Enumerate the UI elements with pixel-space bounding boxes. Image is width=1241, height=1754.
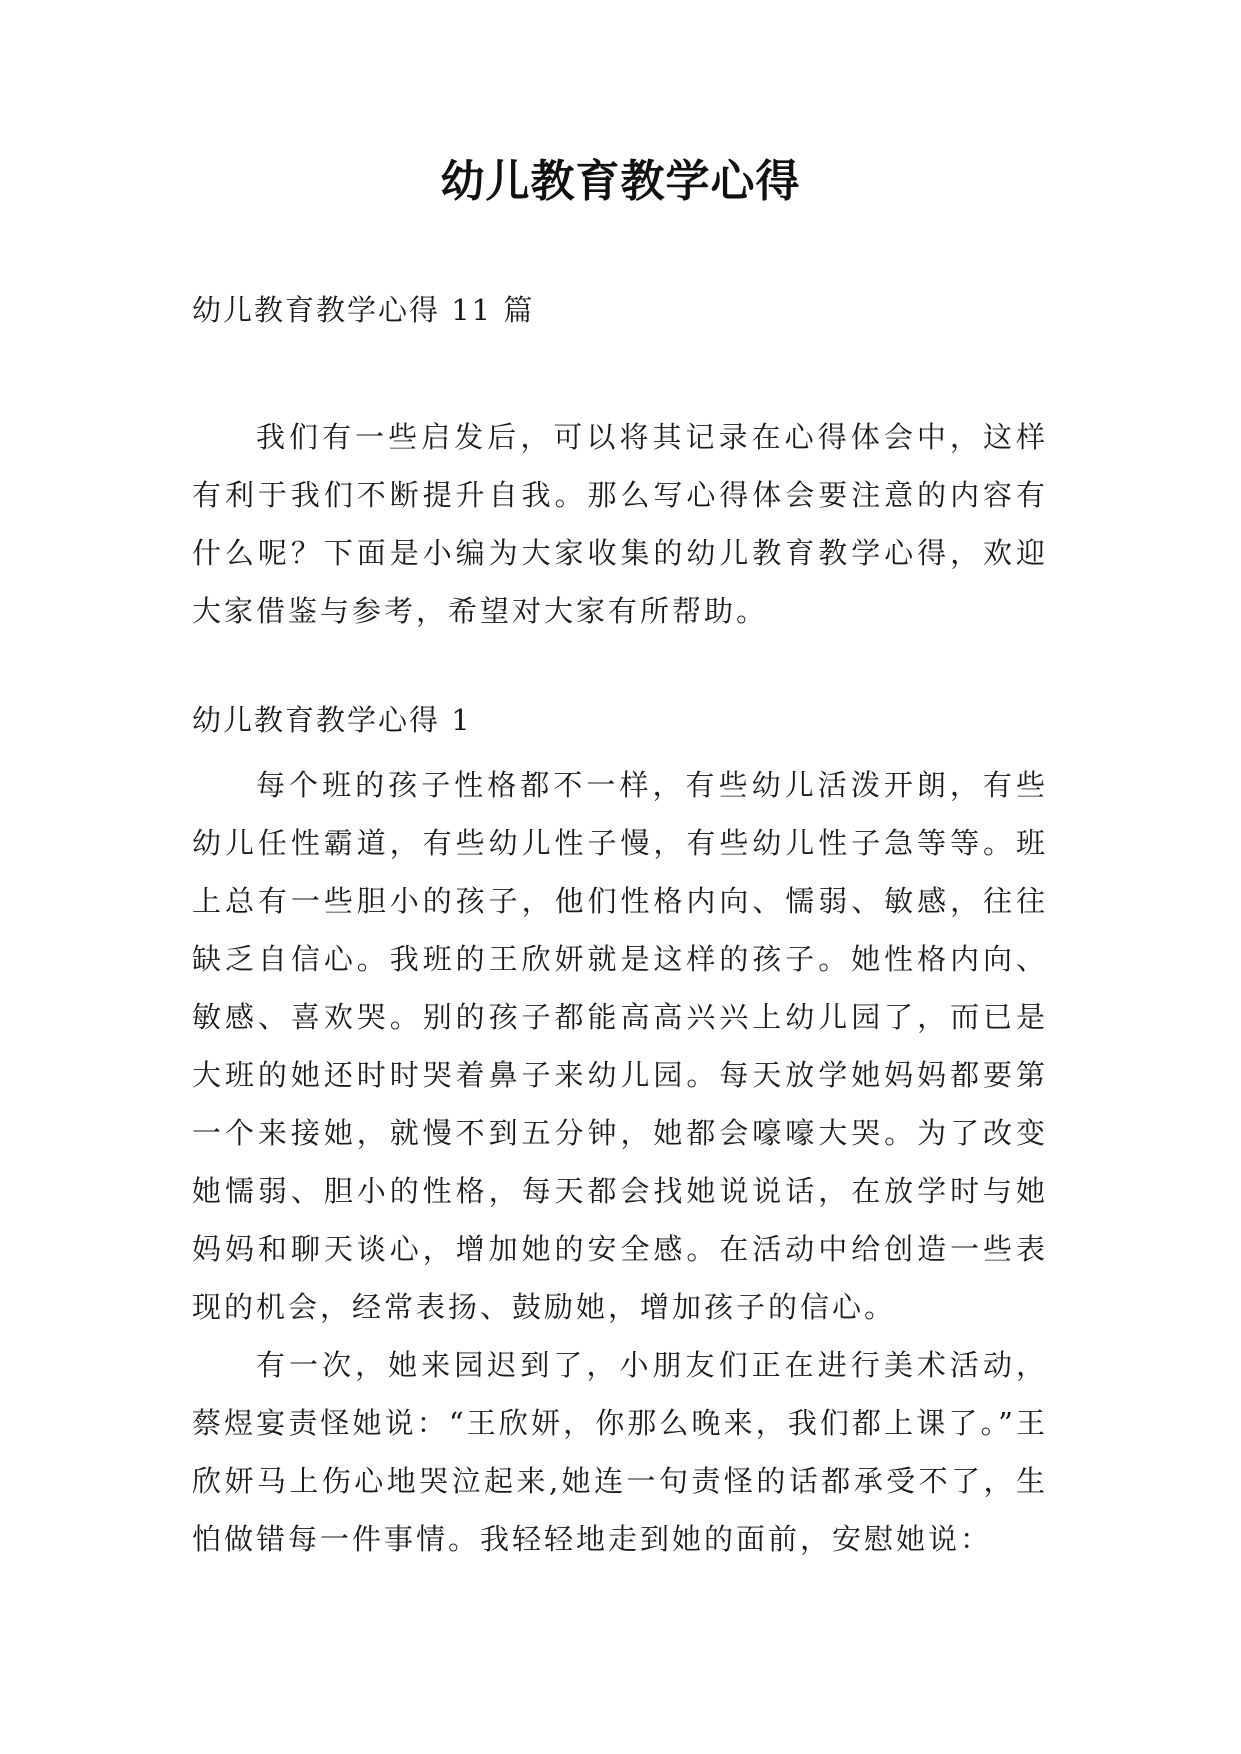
body-paragraph: 每个班的孩子性格都不一样，有些幼儿活泼开朗，有些幼儿任性霸道，有些幼儿性子慢，有些幼儿性子急等等。班上总有一些胆小的孩子，他们性格内向、懦弱、敏感，往往缺乏自信心。我班的王欣妍就是这样的孩子。她性格内向、敏感、喜欢哭。别的孩子都能高高兴兴上幼儿园了，而已是大班的她还时时哭着鼻子来幼儿园。每天放学她妈妈都要第一个来接她，就慢不到五分钟，她都会嚎嚎大哭。为了改变她懦弱、胆小的性格，每天都会找她说说话，在放学时与她妈妈和聊天谈心，增加她的安全感。在活动中给创造一些表现的机会，经常表扬、鼓励她，增加孩子的信心。 [192,768,1048,1324]
document-subtitle: 幼儿教育教学心得 11 篇 [192,293,535,327]
body-paragraph: 有一次，她来园迟到了，小朋友们正在进行美术活动，蔡煜宴责怪她说：“王欣妍，你那么晚来，我们都上课了。”王欣妍马上伤心地哭泣起来,她连一句责怪的话都承受不了，生怕做错每一件事情。我轻轻地走到她的面前，安慰她说： [192,1348,1048,1556]
intro-paragraph: 我们有一些启发后，可以将其记录在心得体会中，这样有利于我们不断提升自我。那么写心得体会要注意的内容有什么呢？下面是小编为大家收集的幼儿教育教学心得，欢迎大家借鉴与参考，希望对大家有所帮助。 [192,420,1048,628]
document-title: 幼儿教育教学心得 [440,156,801,207]
section-heading: 幼儿教育教学心得 1 [192,703,472,737]
